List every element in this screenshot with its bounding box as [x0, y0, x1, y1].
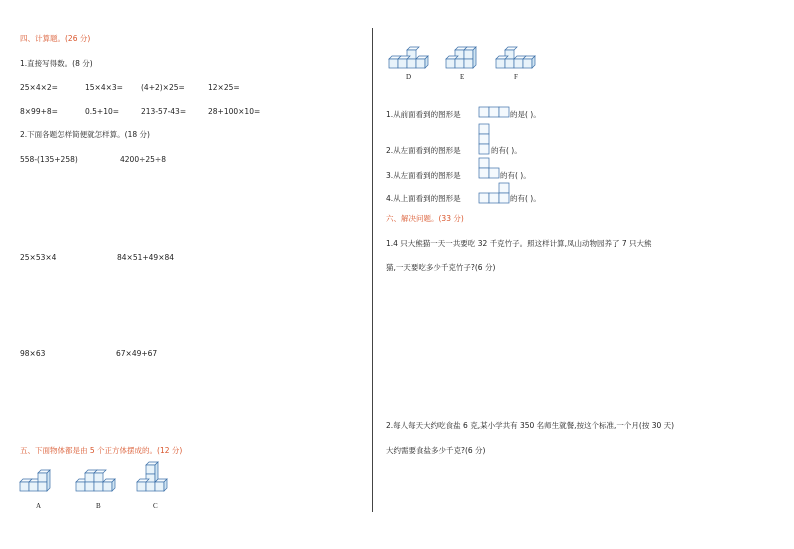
figure-label-b: B: [96, 502, 101, 510]
calc-item: 0.5+10=: [85, 107, 120, 116]
calc-item: 25×4×2=: [20, 83, 58, 92]
view-question-3-suffix: 的有( )。: [500, 171, 531, 180]
view-question-2-suffix: 的有( )。: [491, 146, 522, 155]
calc-item: 98×63: [20, 349, 46, 358]
cube-figure-c: [137, 462, 182, 498]
view-question-4-suffix: 的有( )。: [510, 194, 541, 203]
cube-figure-a: [20, 468, 60, 498]
question-1-title: 1.直接写得数。(8 分): [20, 59, 93, 68]
problem-2-line-2: 大约需要食盐多少千克?(6 分): [386, 446, 486, 455]
view-question-4-prefix: 4.从上面看到的图形是: [386, 194, 461, 203]
cube-figure-b: [76, 468, 126, 498]
calc-item: 558-(135+258): [20, 155, 78, 164]
problem-1-line-2: 猫,一天要吃多少千克竹子?(6 分): [386, 263, 496, 272]
calc-item: 25×53×4: [20, 253, 57, 262]
figure-label-a: A: [36, 502, 42, 510]
figure-label-e: E: [460, 73, 465, 81]
calc-item: 213-57-43=: [141, 107, 187, 116]
view-question-1-prefix: 1.从前面看到的图形是: [386, 110, 461, 119]
figure-label-d: D: [406, 73, 412, 81]
question-2-title: 2.下面各题怎样简便就怎样算。(18 分): [20, 130, 150, 139]
section-5-title: 五、下面物体都是由 5 个正方体摆成的。(12 分): [20, 446, 183, 455]
calc-item: 84×51+49×84: [117, 253, 175, 262]
calc-item: 28+100×10=: [208, 107, 261, 116]
section-4-title: 四、计算题。(26 分): [20, 34, 91, 43]
figure-label-c: C: [153, 502, 158, 510]
view-question-2-prefix: 2.从左面看到的图形是: [386, 146, 461, 155]
cube-figure-d: [389, 45, 434, 73]
calc-item: 15×4×3=: [85, 83, 123, 92]
calc-item: 67×49+67: [116, 349, 158, 358]
column-divider: [372, 28, 373, 512]
calc-item: 12×25=: [208, 83, 240, 92]
calc-item: 4200÷25÷8: [120, 155, 166, 164]
problem-2-line-1: 2.每人每天大约吃食盐 6 克,某小学共有 350 名师生就餐,按这个标准,一个月(按 30 天): [386, 421, 675, 430]
calc-item: 8×99+8=: [20, 107, 58, 116]
calc-item: (4+2)×25=: [141, 83, 185, 92]
cube-figure-f: [496, 45, 541, 73]
view-question-3-prefix: 3.从左面看到的图形是: [386, 171, 461, 180]
section-6-title: 六、解决问题。(33 分): [386, 214, 464, 223]
figure-label-f: F: [514, 73, 518, 81]
cube-figure-e: [446, 45, 486, 73]
view-question-1-suffix: 的是( )。: [510, 110, 541, 119]
problem-1-line-1: 1.4 只大熊猫一天一共要吃 32 千克竹子。照这样计算,凤山动物园养了 7 只大熊: [386, 239, 652, 248]
